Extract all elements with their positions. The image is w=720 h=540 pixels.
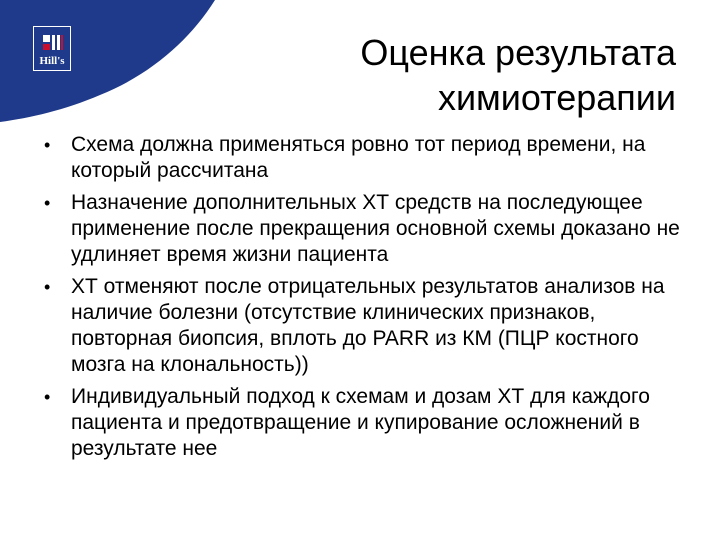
hills-logo [33,26,71,71]
slide-title-line-2: химиотерапии [437,77,676,118]
bullet-item [44,274,684,378]
bullet-item [44,190,684,268]
slide-title-line-1: Оценка результата [360,32,676,73]
bullet-dot-icon: • [44,135,51,155]
bullet-dot-icon: • [44,193,51,213]
bullet-text: Индивидуальный подход к схемам и дозам ХТ для каждого пациента и предотвращение и купирование осложнений в результате нее [71,385,650,460]
bullet-dot-icon: • [44,277,51,297]
bullet-dot-icon: • [44,387,51,407]
shield-emblem-icon [40,33,65,52]
bullet-list [44,132,684,468]
slide-title [236,30,676,120]
bullet-text: Схема должна применяться ровно тот период времени, на который рассчитана [71,133,646,182]
bullet-text: Назначение дополнительных ХТ средств на последующее применение после прекращения основной схемы доказано не удлиняет время жизни пациента [71,191,680,266]
bullet-text: ХТ отменяют после отрицательных результатов анализов на наличие болезни (отсутствие клинических признаков, повторная биопсия, вплоть до PARR из КМ (ПЦР костного мозга на клональность)) [71,275,665,376]
bullet-item [44,384,684,462]
bullet-item [44,132,684,184]
logo-brand-text: Hill's [39,55,65,67]
